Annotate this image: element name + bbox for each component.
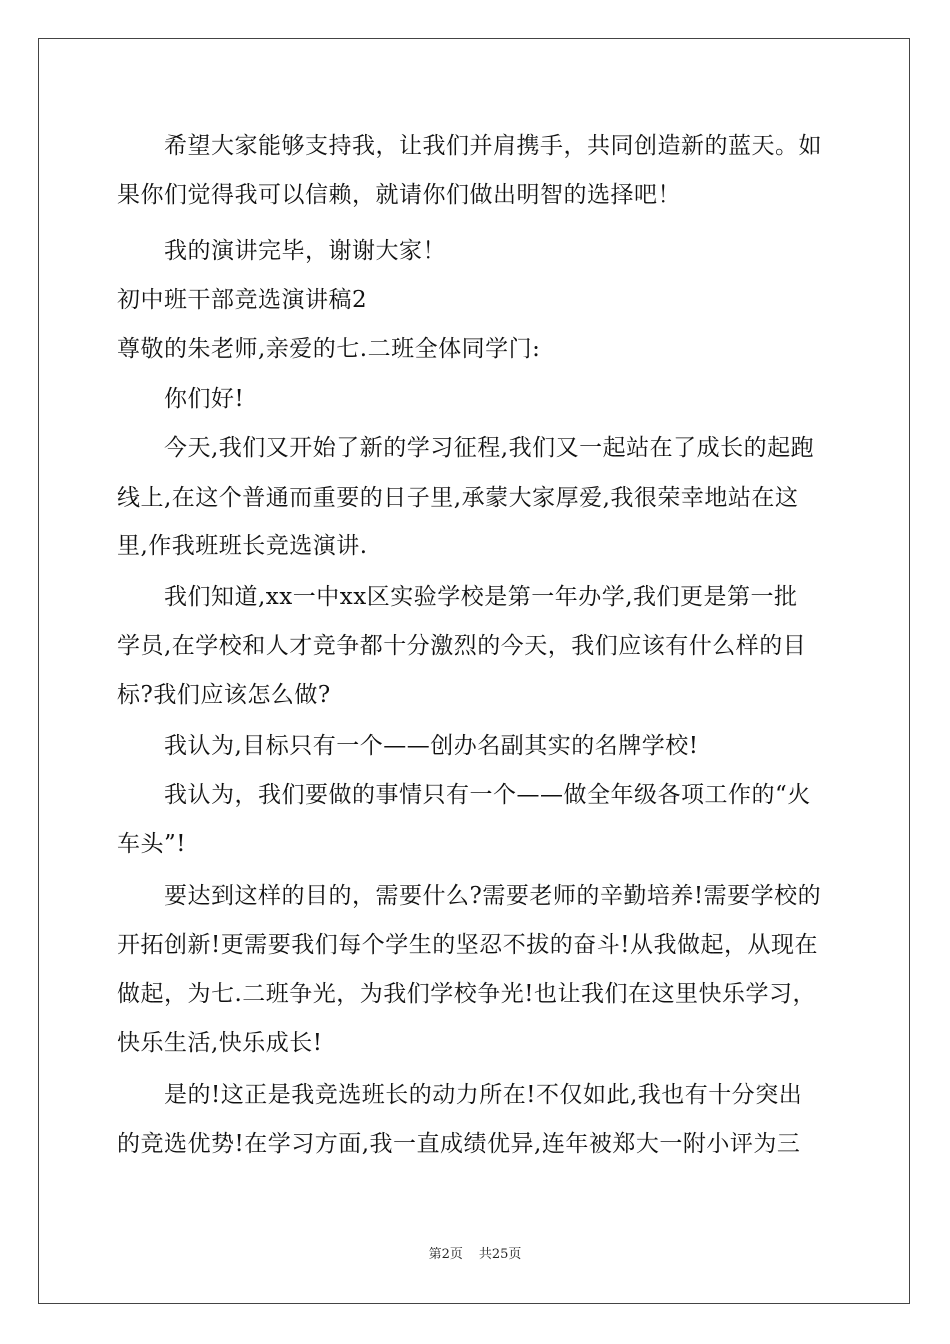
text-line: 线上,在这个普通而重要的日子里,承蒙大家厚爱,我很荣幸地站在这 — [117, 485, 799, 511]
text-line: 今天,我们又开始了新的学习征程,我们又一起站在了成长的起跑 — [164, 435, 815, 461]
text-line: 果你们觉得我可以信赖，就请你们做出明智的选择吧！ — [117, 182, 681, 208]
text-line: 做起，为七.二班争光，为我们学校争光!也让我们在这里快乐学习， — [117, 981, 817, 1007]
text-line: 我认为，我们要做的事情只有一个——做全年级各项工作的“火 — [164, 782, 811, 808]
page-number: 第2页 — [428, 1247, 463, 1262]
section-heading: 初中班干部竞选演讲稿2 — [117, 287, 368, 313]
text-line: 学员,在学校和人才竞争都十分激烈的今天，我们应该有什么样的目 — [117, 633, 807, 659]
text-line: 我认为,目标只有一个——创办名副其实的名牌学校! — [164, 733, 699, 759]
page-total: 共25页 — [478, 1247, 522, 1262]
text-line: 你们好! — [164, 386, 245, 412]
text-line: 里,作我班班长竞选演讲. — [117, 533, 368, 559]
salutation: 尊敬的朱老师,亲爱的七.二班全体同学门: — [117, 336, 541, 362]
text-line: 标?我们应该怎么做? — [117, 682, 331, 708]
text-line: 我们知道,xx一中xx区实验学校是第一年办学,我们更是第一批 — [164, 584, 798, 610]
page-footer — [0, 1243, 950, 1262]
text-line: 要达到这样的目的，需要什么?需要老师的辛勤培养!需要学校的 — [164, 883, 822, 909]
text-line: 我的演讲完毕，谢谢大家！ — [164, 238, 446, 264]
text-line: 是的!这正是我竞选班长的动力所在!不仅如此,我也有十分突出 — [164, 1082, 803, 1108]
text-line: 希望大家能够支持我，让我们并肩携手，共同创造新的蓝天。如 — [164, 133, 822, 159]
text-line: 车头”! — [117, 831, 187, 857]
text-line: 快乐生活,快乐成长! — [117, 1030, 323, 1056]
text-line: 开拓创新!更需要我们每个学生的坚忍不拔的奋斗!从我做起，从现在 — [117, 932, 818, 958]
text-line: 的竞选优势!在学习方面,我一直成绩优异,连年被郑大一附小评为三 — [117, 1131, 801, 1157]
